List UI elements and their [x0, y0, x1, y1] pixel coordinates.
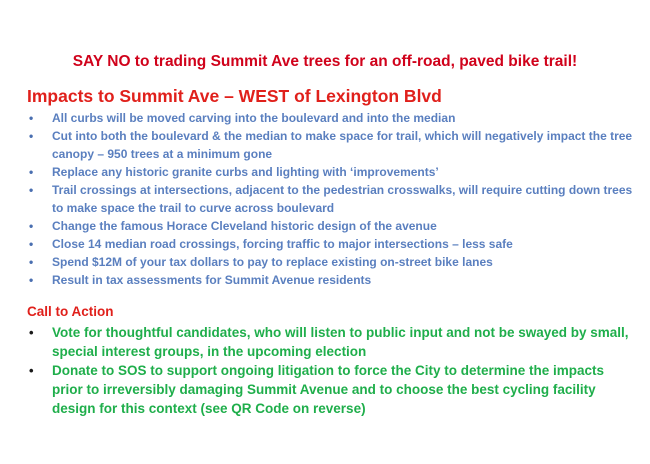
bullet-icon: • [29, 129, 34, 143]
call-to-action-list [0, 323, 650, 418]
impact-item [0, 253, 650, 271]
bullet-icon: • [29, 165, 34, 179]
impacts-title: Impacts to Summit Ave – WEST of Lexington Blvd [27, 86, 442, 106]
impact-item [0, 127, 650, 163]
headline: SAY NO to trading Summit Ave trees for an off-road, paved bike trail! [72, 53, 578, 70]
impact-text: Cut into both the boulevard & the median to make space for trail, which will negatively impact the tree canopy – 950 trees at a minimum gone [52, 129, 633, 161]
impact-text: Trail crossings at intersections, adjacent to the pedestrian crosswalks, will require cutting down trees to make space the trail to curve across boulevard [52, 183, 633, 215]
impacts-list [0, 109, 650, 289]
bullet-icon: • [29, 255, 34, 269]
action-text: Vote for thoughtful candidates, who will listen to public input and not be swayed by small, special interest groups, in the upcoming election [52, 325, 629, 359]
action-item [0, 361, 650, 418]
action-text: Donate to SOS to support ongoing litigation to force the City to determine the impacts prior to irreversibly damaging Summit Avenue and to choose the best cycling facility design for this context (see QR Code on reverse) [52, 363, 605, 416]
impact-item [0, 271, 650, 289]
impact-item [0, 235, 650, 253]
bullet-icon: • [29, 183, 34, 197]
bullet-icon: • [29, 363, 34, 378]
impact-item [0, 109, 650, 127]
impact-text: Result in tax assessments for Summit Avenue residents [52, 273, 372, 287]
bullet-icon: • [29, 273, 34, 287]
bullet-icon: • [29, 325, 34, 340]
impact-text: All curbs will be moved carving into the boulevard and into the median [52, 111, 456, 125]
bullet-icon: • [29, 237, 34, 251]
impact-text: Replace any historic granite curbs and lighting with ‘improvements’ [52, 165, 439, 179]
impact-item [0, 181, 650, 217]
call-to-action-title: Call to Action [27, 304, 114, 319]
impact-item [0, 163, 650, 181]
impact-item [0, 217, 650, 235]
action-item [0, 323, 650, 361]
impact-text: Spend $12M of your tax dollars to pay to replace existing on-street bike lanes [52, 255, 493, 269]
bullet-icon: • [29, 219, 34, 233]
impact-text: Change the famous Horace Cleveland historic design of the avenue [52, 219, 437, 233]
impact-text: Close 14 median road crossings, forcing traffic to major intersections – less safe [52, 237, 513, 251]
bullet-icon: • [29, 111, 34, 125]
